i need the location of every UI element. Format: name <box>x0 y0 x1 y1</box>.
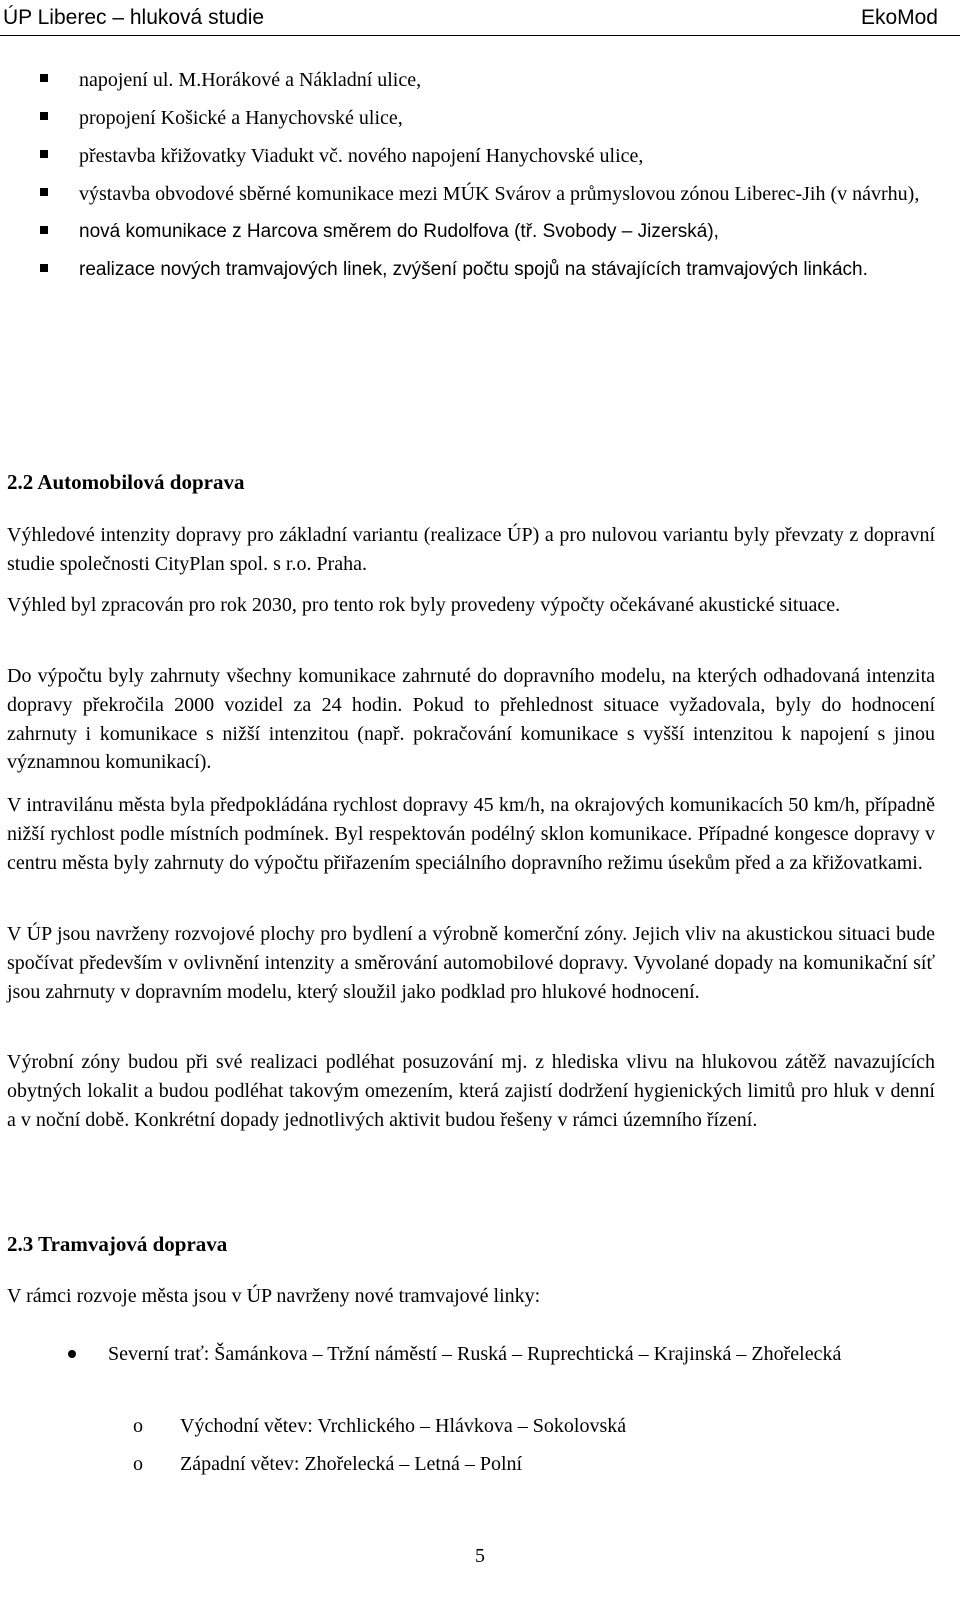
page-number: 5 <box>475 1545 485 1567</box>
paragraph: V intravilánu města byla předpokládána rychlost dopravy 45 km/h, na okrajových komunikacích 50 km/h, případně nižší rychlost podle místních podmínek. Byl respektován podélný sklon komunikace. Případné kongesce dopravy v centru města byly zahrnuty do výpočtu přiřazením speciálního dopravního režimu úsekům před a za křižovatkami. <box>7 794 935 874</box>
list-item-text: výstavba obvodové sběrné komunikace mezi MÚK Svárov a průmyslovou zónou Liberec-Jih (v návrhu), <box>79 183 920 205</box>
header-company: EkoMod <box>860 6 938 29</box>
header-title: ÚP Liberec – hluková studie <box>3 6 265 29</box>
list-item <box>0 104 960 132</box>
list-item <box>0 256 960 284</box>
paragraph: Výrobní zóny budou při své realizaci podléhat posuzování mj. z hlediska vlivu na hlukovou zátěž navazujících obytných lokalit a budou podléhat takovým omezením, která zajistí dodržení hygienických limitů pro hluk v denní a v noční době. Konkrétní dopady jednotlivých aktivit budou řešeny v rámci územního řízení. <box>7 1051 935 1131</box>
list-item-text: přestavba křižovatky Viadukt vč. nového napojení Hanychovské ulice, <box>79 145 644 167</box>
square-bullet-icon <box>40 112 48 120</box>
page-header <box>0 0 960 36</box>
list-item <box>0 180 960 208</box>
list-item-text: propojení Košické a Hanychovské ulice, <box>79 107 403 129</box>
list-item-text: realizace nových tramvajových linek, zvýšení počtu spojů na stávajících tramvajových linkách. <box>79 259 868 280</box>
square-bullet-icon <box>40 264 48 272</box>
list-item <box>0 66 960 94</box>
square-bullet-icon <box>40 74 48 82</box>
section-heading-2-3: 2.3 Tramvajová doprava <box>7 1232 228 1256</box>
round-bullet-icon <box>68 1350 76 1358</box>
tram-branch-item <box>133 1412 626 1440</box>
circle-bullet-icon: o <box>133 1415 143 1437</box>
paragraph: Výhled byl zpracován pro rok 2030, pro tento rok byly provedeny výpočty očekávané akustické situace. <box>7 594 841 616</box>
list-item <box>0 218 960 246</box>
square-bullet-icon <box>40 150 48 158</box>
paragraph: V rámci rozvoje města jsou v ÚP navrženy nové tramvajové linky: <box>7 1285 541 1307</box>
list-item <box>0 142 960 170</box>
measures-list <box>0 66 960 294</box>
tram-branch-text: Východní větev: Vrchlického – Hlávkova – Sokolovská <box>180 1415 627 1437</box>
tram-line-item: Severní trať: Šamánkova – Tržní náměstí – Ruská – Ruprechtická – Krajinská – Zhořelecká <box>108 1343 842 1365</box>
tram-branch-item <box>133 1450 522 1478</box>
tram-branch-text: Západní větev: Zhořelecká – Letná – Polní <box>180 1453 523 1475</box>
list-item-text: nová komunikace z Harcova směrem do Rudolfova (tř. Svobody – Jizerská), <box>79 221 719 242</box>
list-item-text: napojení ul. M.Horákové a Nákladní ulice, <box>79 69 422 91</box>
square-bullet-icon <box>40 188 48 196</box>
paragraph: Do výpočtu byly zahrnuty všechny komunikace zahrnuté do dopravního modelu, na kterých odhadovaná intenzita dopravy překročila 2000 vozidel za 24 hodin. Pokud to přehlednost situace vyžadovala, byly do hodnocení zahrnuty i komunikace s nižší intenzitou (např. pokračování komunikace s vyšší intenzitou k napojení s jinou významnou komunikací). <box>7 665 935 774</box>
circle-bullet-icon: o <box>133 1453 143 1475</box>
square-bullet-icon <box>40 226 48 234</box>
paragraph: Výhledové intenzity dopravy pro základní variantu (realizace ÚP) a pro nulovou variantu byly převzaty z dopravní studie společnosti CityPlan spol. s r.o. Praha. <box>7 524 935 575</box>
paragraph: V ÚP jsou navrženy rozvojové plochy pro bydlení a výrobně komerční zóny. Jejich vliv na akustickou situaci bude spočívat především v ovlivnění intenzity a směrování automobilové dopravy. Vyvolané dopady na komunikační síť jsou zahrnuty v dopravním modelu, který sloužil jako podklad pro hlukové hodnocení. <box>7 923 935 1003</box>
section-heading-2-2: 2.2 Automobilová doprava <box>7 470 245 494</box>
